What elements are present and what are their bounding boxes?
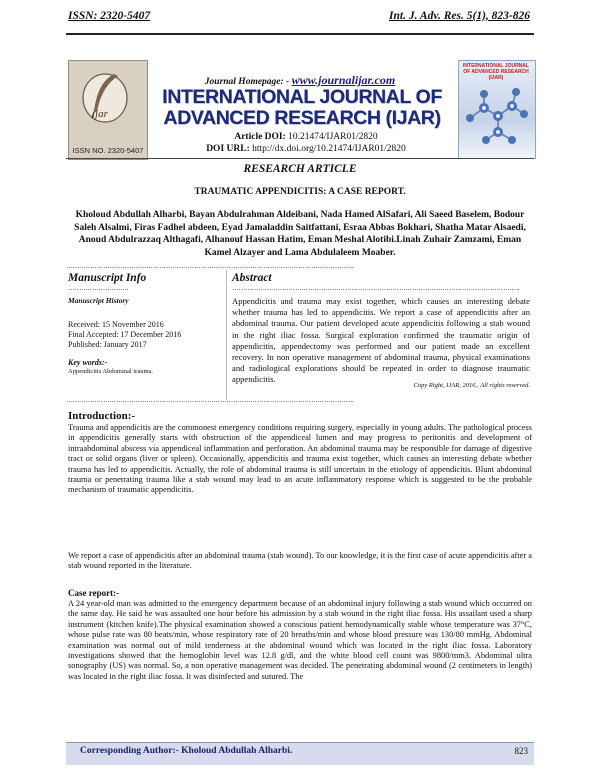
cover-title: INTERNATIONAL JOURNAL OF ADVANCED RESEARCH (IJAR) — [463, 63, 529, 81]
header-rule — [66, 33, 534, 35]
homepage-link[interactable]: www.journalijar.com — [291, 73, 396, 87]
masthead-rule — [66, 158, 534, 159]
article-doi[interactable]: 10.21474/IJAR01/2820 — [288, 132, 378, 142]
logo-issn: ISSN NO. 2320-5407 — [72, 146, 144, 155]
author-list: Kholoud Abdullah Alharbi, Bayan Abdulrahman Aldeibani, Nada Hamed AlSafari, Ali Saeed Baselem, Bodour Saleh Alsalmi, Firas Fadhel abdeen, Eyad Jamaladdin Saitfattani, Esraa Abbas Bokhari, Shatha Matar Alsaedi, Anoud Abdulrazzaq Althagafi, Alhanouf Hassan Hatim, Eman Meshal Alotibi.Linah Zuhair Zamzami, Eman Kamel Alzayer and Lama Abdulaleem Moaber. — [74, 210, 526, 258]
manuscript-history-label: Manuscript History — [68, 296, 129, 305]
page-number: 823 — [514, 746, 528, 756]
homepage-label: Journal Homepage: - — [204, 77, 290, 87]
case-report-heading: Case report:- — [68, 588, 120, 598]
final-accepted-date: Final Accepted: 17 December 2016 — [68, 330, 182, 339]
journal-title-line2: ADVANCED RESEARCH (IJAR) — [163, 107, 441, 129]
article-type: RESEARCH ARTICLE — [243, 163, 357, 175]
issn: ISSN: 2320-5407 — [68, 10, 151, 22]
journal-title-line1: INTERNATIONAL JOURNAL OF — [162, 86, 442, 108]
introduction-paragraph-2: We report a case of appendicitis after an abdominal trauma (stab wound). To our knowledge, it is the first case of acute appendicitis after a stab wound reported in the literature. — [68, 551, 532, 571]
column-divider — [226, 270, 227, 400]
keywords-label: Key words:- — [68, 358, 108, 367]
received-date: Received: 15 November 2016 — [68, 320, 164, 329]
abstract-text: Appendicitis and trauma may exist together, which causes an interesting debate whether trauma has led to appendicitis. We report a case of appendicitis after an abdominal trauma. Our patient developed acute appendicitis following a stab wound in the right iliac fossa. Surgical exploration confirmed the traumatic origin of appendicitis, appendectomy was performed and our patient made an excellent recovery. In non operative management of abdominal trauma, physical examinations and radiological explorations should be repeated in order to diagnose traumatic appendicitis. — [232, 296, 530, 385]
dotted-separator-top: ……………………………………………………………………………………………………………………. — [66, 262, 354, 270]
manuscript-info-heading: Manuscript Info — [68, 272, 147, 284]
article-title: TRAUMATIC APPENDICITIS: A CASE REPORT. — [194, 187, 406, 197]
corresponding-author: Corresponding Author:- Kholoud Abdullah Alharbi. — [80, 746, 293, 756]
article-doi-label: Article DOI: — [234, 132, 286, 142]
journal-reference: Int. J. Adv. Res. 5(1), 823-826 — [389, 10, 530, 22]
molecule-icon — [460, 78, 532, 153]
dotted-separator-bottom: ……………………………………………………………………………………………………………………. — [66, 396, 354, 404]
introduction-heading: Introduction:- — [68, 410, 136, 422]
keywords: Appendicitis Abdominal trauma. — [68, 368, 154, 375]
case-report-paragraph: A 24 year-old man was admitted to the emergency department because of an abdominal injury following a stab wound which occurred on the same day. He said he was assaulted one hour before his admission by a stab wound in the right iliac fossa. His assailant used a sharp instrument (kitchen knife).The physical examination showed a conscious patient hemodynamically stable whose temperature was 37°C, whose pulse rate was 80 beats/min, whose respiratory rate of 20 breaths/min and whose blood pressure was 130/80 mmHg. Abdominal examination was normal out of mild tenderness at the abdominal wound which was located in the right iliac fossa. Laboratory investigations showed that the hemoglobin level was 12.8 g/dl, and the white blood cell count was 9800/mm3. Abdominal ultra sonography (US) was normal. So, a non operative management was decided. The penetrating abdominal wound (2 centimeters in length) was located in the right iliac fossa. It was disinfected and sutured. The — [68, 599, 532, 681]
doi-url[interactable]: http://dx.doi.org/10.21474/IJAR01/2820 — [252, 144, 406, 154]
copyright: Copy Right, IJAR, 2016,. All rights reserved. — [413, 382, 530, 389]
abstract-dots: ……………………………………………………………………………………………………………………. — [232, 284, 520, 292]
published-date: Published: January 2017 — [68, 340, 147, 349]
manuscript-dots: ………………………. — [68, 284, 128, 292]
logo-wordmark: ijar — [92, 108, 108, 120]
introduction-paragraph-1: Trauma and appendicitis are the commonest emergency conditions requiring surgery, especially in young adults. The pathological process in appendicitis generally starts with obstruction of the appendiceal lumen and may progress to peritonitis and development of intraabdominal abscess via appendiceal inflammation and perforation. An abdominal trauma may be responsible for damage of digestive tract or solid organs (liver or spleen). Occasionally, appendicitis and trauma exist together, which causes an interesting debate whether trauma has led to appendicitis. Actually, the role of abdominal trauma is still uncertain in the etiology of appendicitis. Blunt abdominal trauma or penetrating trauma like a stab wound may lead to an acute inflammatory response which is suggested to be the probable mechanism of traumatic appendicitis. — [68, 423, 532, 495]
doi-url-label: DOI URL: — [206, 144, 250, 154]
doi-block — [196, 131, 416, 155]
abstract-heading: Abstract — [232, 272, 272, 284]
